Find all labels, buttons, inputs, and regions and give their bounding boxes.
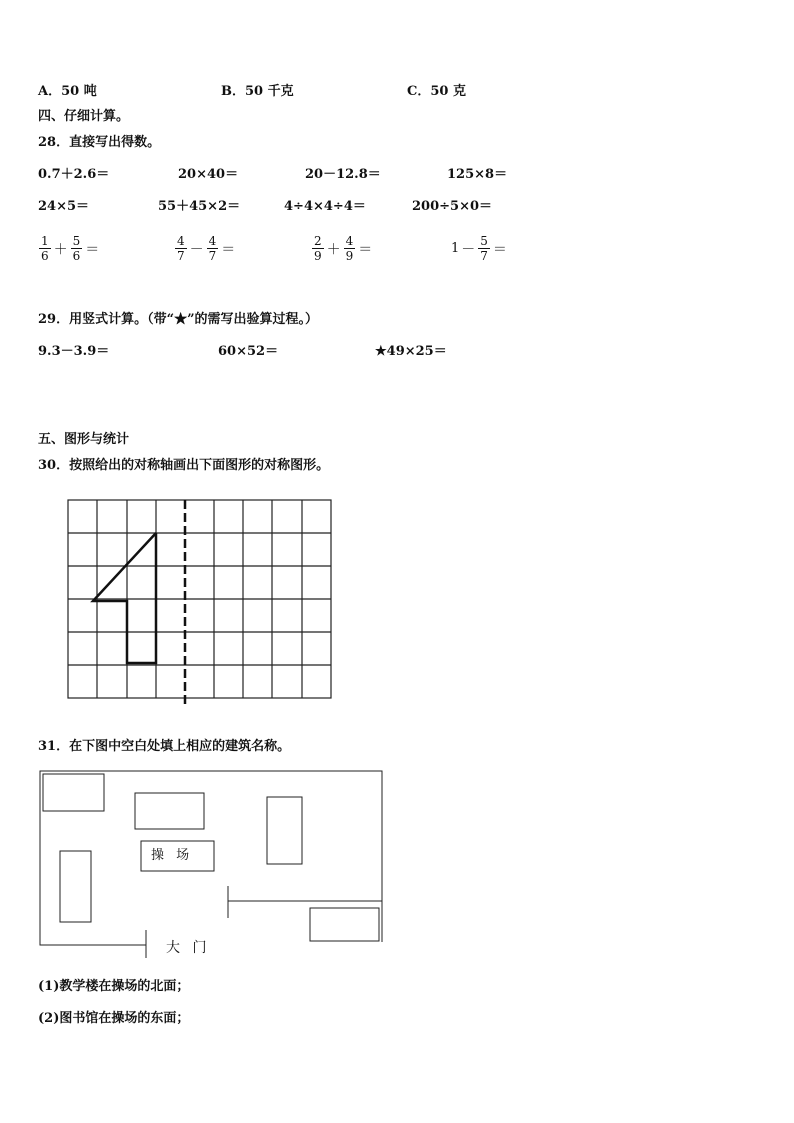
q28-r2-2: 55＋45×2＝ <box>158 199 241 214</box>
option-a: A．50 吨 <box>38 84 97 99</box>
q28-r2-3: 4÷4×4÷4＝ <box>284 199 366 214</box>
q28-r2-4: 200÷5×0＝ <box>412 199 493 214</box>
q29-item-1: 9.3－3.9＝ <box>38 344 110 359</box>
q28-title: 28．直接写出得数。 <box>38 135 161 150</box>
q29-item-2: 60×52＝ <box>218 344 279 359</box>
gate-label: 大 门 <box>166 940 211 956</box>
blank-building-ne <box>267 797 302 864</box>
section5-title: 五、图形与统计 <box>38 432 130 447</box>
fraction-expr-1: $\frac{1}{6}$ ＋ $\frac{5}{6}$ ＝ <box>41 234 100 263</box>
option-b: B．50 千克 <box>221 84 294 99</box>
blank-building-se <box>310 908 379 941</box>
q31-title: 31．在下图中空白处填上相应的建筑名称。 <box>38 739 291 754</box>
q28-r1-4: 125×8＝ <box>447 167 508 182</box>
section4-title: 四、仔细计算。 <box>38 109 130 124</box>
q31-sub1: (1)教学楼在操场的北面； <box>38 979 190 994</box>
blank-building-nw <box>43 774 104 811</box>
fraction-expr-4: 1 － $\frac{5}{7}$ ＝ <box>451 234 507 263</box>
symmetry-grid <box>68 500 331 698</box>
q28-r1-3: 20－12.8＝ <box>305 167 381 182</box>
q30-title: 30．按照给出的对称轴画出下面图形的对称图形。 <box>38 458 330 473</box>
q28-r1-2: 20×40＝ <box>178 167 239 182</box>
blank-building-north <box>135 793 204 829</box>
q28-r2-1: 24×5＝ <box>38 199 90 214</box>
fraction-expr-2: $\frac{4}{7}$ － $\frac{4}{7}$ ＝ <box>177 234 236 263</box>
q29-title: 29．用竖式计算。（带“★”的需写出验算过程。） <box>38 312 319 327</box>
blank-building-west <box>60 851 91 922</box>
option-c: C．50 克 <box>407 84 466 99</box>
campus-map <box>40 771 382 958</box>
fraction-expr-3: $\frac{2}{9}$ ＋ $\frac{4}{9}$ ＝ <box>314 234 373 263</box>
q29-item-3: ★49×25＝ <box>375 344 447 359</box>
q31-sub2: (2)图书馆在操场的东面； <box>38 1011 190 1026</box>
q28-r1-1: 0.7＋2.6＝ <box>38 167 110 182</box>
playground-label: 操 场 <box>151 848 194 863</box>
given-shape <box>93 533 156 663</box>
